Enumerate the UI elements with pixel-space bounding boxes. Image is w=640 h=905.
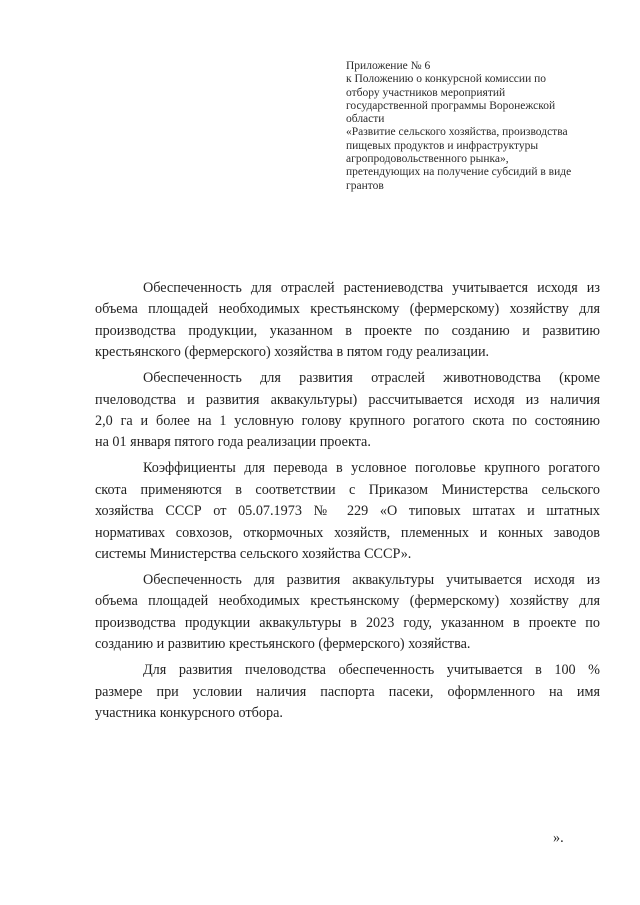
paragraph-line: размере при условии наличия паспорта пасеки, оформленного на имя bbox=[95, 683, 600, 700]
appendix-line: претендующих на получение субсидий в виде bbox=[346, 166, 572, 179]
appendix-line: грантов bbox=[346, 179, 384, 192]
paragraph-line: Обеспеченность для развития аквакультуры учитывается исходя из bbox=[143, 572, 600, 589]
appendix-line: «Развитие сельского хозяйства, производства bbox=[346, 126, 568, 139]
paragraph-line: нормативах совхозов, откормочных хозяйств, племенных и конных заводов bbox=[95, 524, 600, 541]
paragraph-line: объема площадей необходимых крестьянскому (фермерскому) хозяйству для bbox=[95, 301, 600, 318]
appendix-line: пищевых продуктов и инфраструктуры bbox=[346, 139, 539, 152]
paragraph-line: Коэффициенты для перевода в условное поголовье крупного рогатого bbox=[143, 460, 600, 477]
paragraph-line: системы Министерства сельского хозяйства СССР». bbox=[95, 546, 412, 563]
paragraph-line: объема площадей необходимых крестьянскому (фермерскому) хозяйству для bbox=[95, 593, 600, 610]
paragraph-livestock bbox=[95, 368, 600, 454]
paragraph-line: Для развития пчеловодства обеспеченность учитывается в 100 % bbox=[143, 662, 600, 679]
appendix-line: к Положению о конкурсной комиссии по bbox=[346, 73, 546, 86]
paragraph-coefficients bbox=[95, 458, 600, 565]
appendix-line: государственной программы Воронежской bbox=[346, 99, 556, 112]
paragraph-beekeeping bbox=[95, 660, 600, 724]
appendix-line: области bbox=[346, 113, 385, 126]
paragraph-aquaculture bbox=[95, 570, 600, 656]
paragraph-line: Обеспеченность для отраслей растениеводства учитывается исходя из bbox=[143, 280, 600, 296]
paragraph-line: Обеспеченность для развития отраслей животноводства (кроме bbox=[143, 370, 600, 387]
appendix-header bbox=[346, 60, 608, 193]
paragraph-line: производства продукции аквакультуры в 2023 году, указанном в проекте по bbox=[95, 614, 600, 631]
paragraph-line: скота применяются в соответствии с Приказом Министерства сельского bbox=[95, 481, 600, 498]
paragraph-line: участника конкурсного отбора. bbox=[95, 705, 283, 722]
paragraph-line: 2,0 га и более на 1 условную голову крупного рогатого скота по состоянию bbox=[95, 413, 600, 430]
appendix-line: отбору участников мероприятий bbox=[346, 86, 506, 99]
document-body bbox=[95, 278, 600, 729]
paragraph-line: созданию и развитию крестьянского (фермерского) хозяйства. bbox=[95, 636, 471, 653]
paragraph-line: производства продукции, указанном в проекте по созданию и развитию bbox=[95, 322, 600, 339]
paragraph-line: крестьянского (фермерского) хозяйства в пятом году реализации. bbox=[95, 344, 490, 361]
appendix-line: Приложение № 6 bbox=[346, 60, 431, 72]
paragraph-plant-growing bbox=[95, 278, 600, 364]
paragraph-line: пчеловодства и развития аквакультуры) рассчитывается исходя из наличия bbox=[95, 391, 600, 408]
paragraph-line: на 01 января пятого года реализации проекта. bbox=[95, 434, 371, 451]
appendix-line: агропродовольственного рынка», bbox=[346, 153, 509, 166]
closing-quote: ». bbox=[553, 830, 564, 846]
paragraph-line: хозяйства СССР от 05.07.1973 № 229 «О типовых штатах и штатных bbox=[95, 503, 600, 520]
